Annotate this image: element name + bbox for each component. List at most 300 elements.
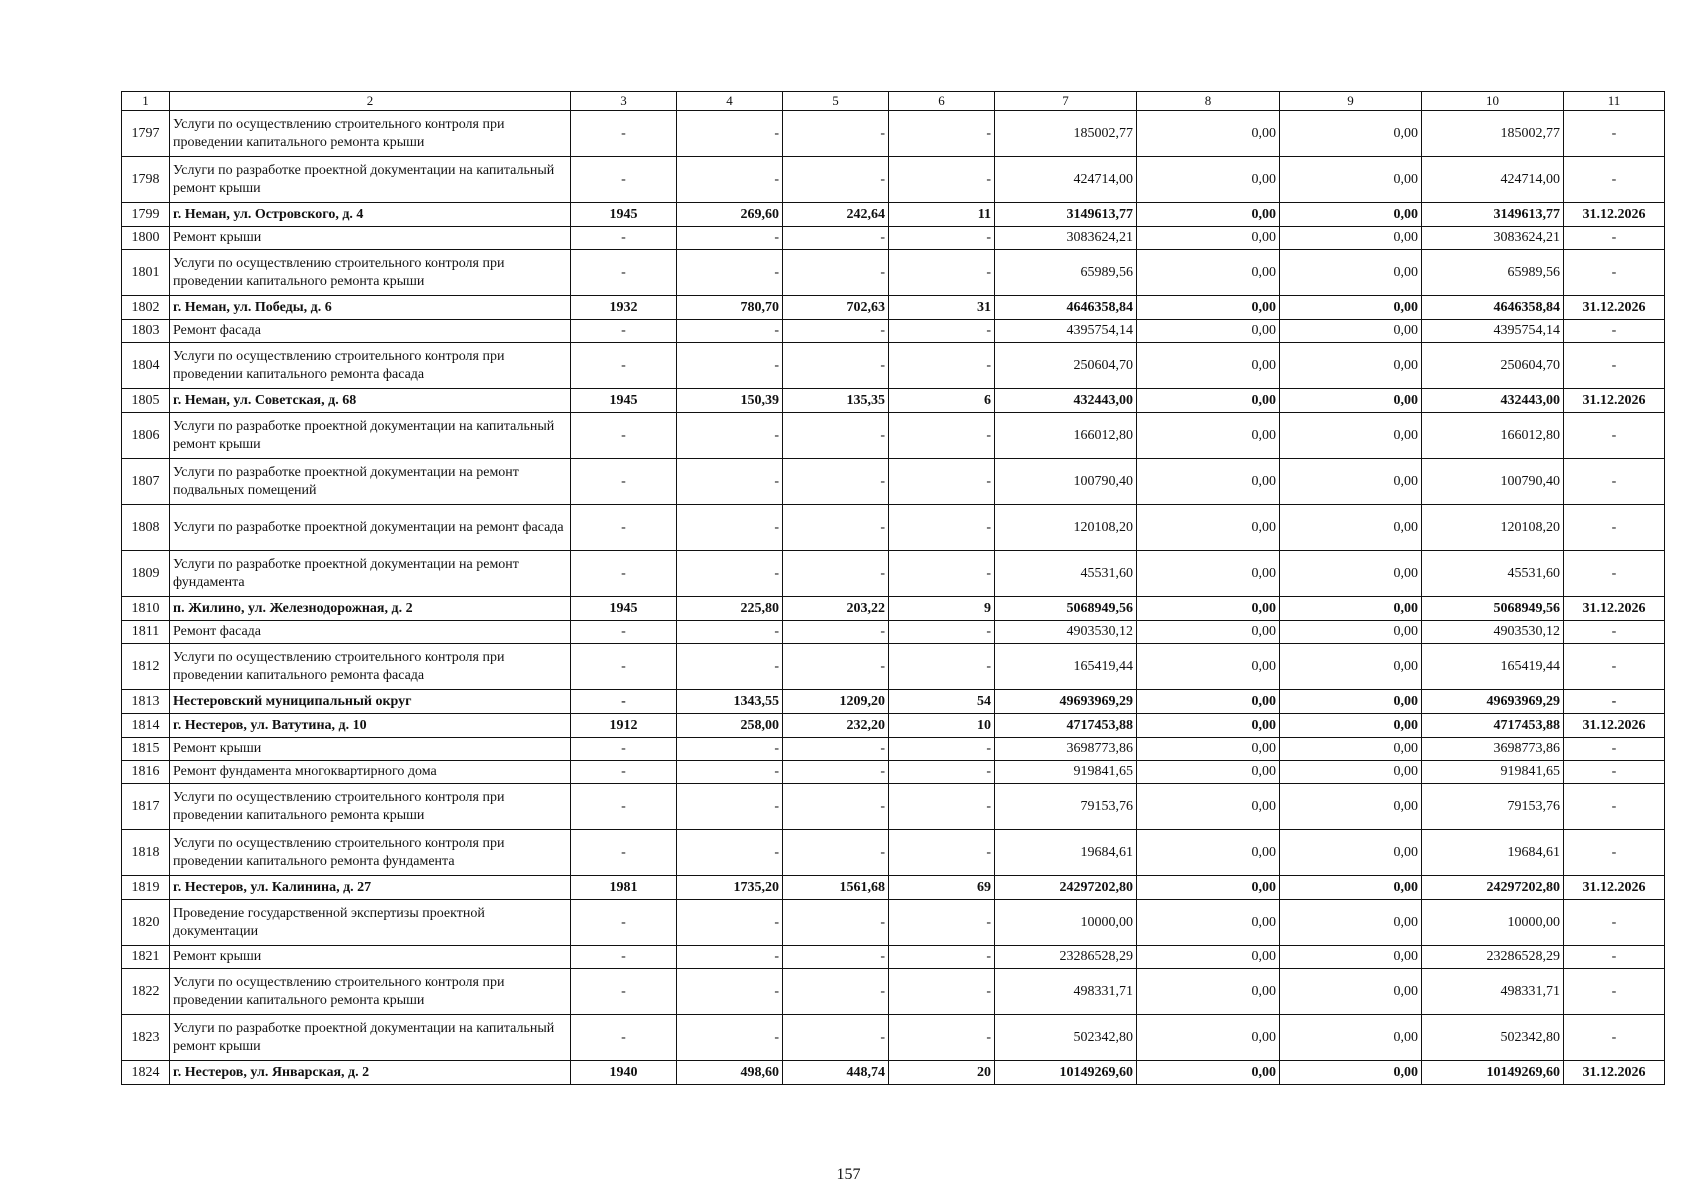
- cost-col9-cell: 0,00: [1280, 1061, 1422, 1085]
- cost-col8-cell: 0,00: [1137, 738, 1280, 761]
- total-cost-cell: 165419,44: [995, 644, 1137, 690]
- cost-col9-cell: 0,00: [1280, 203, 1422, 227]
- cost-col9-cell: 0,00: [1280, 505, 1422, 551]
- year-cell: -: [571, 738, 677, 761]
- living-area-cell: 1209,20: [783, 690, 889, 714]
- row-number-cell: 1810: [122, 597, 170, 621]
- living-area-cell: -: [783, 761, 889, 784]
- table-row: [122, 227, 1665, 250]
- total-cost-cell: 4395754,14: [995, 320, 1137, 343]
- row-number-cell: 1800: [122, 227, 170, 250]
- total-area-cell: 1343,55: [677, 690, 783, 714]
- residents-count-cell: 10: [889, 714, 995, 738]
- cost-col8-cell: 0,00: [1137, 551, 1280, 597]
- living-area-cell: 242,64: [783, 203, 889, 227]
- total-area-cell: -: [677, 111, 783, 157]
- table-row: [122, 157, 1665, 203]
- column-header: 9: [1280, 92, 1422, 111]
- total-area-cell: 1735,20: [677, 876, 783, 900]
- column-header: 4: [677, 92, 783, 111]
- table-row: [122, 111, 1665, 157]
- row-number-cell: 1824: [122, 1061, 170, 1085]
- cost-col8-cell: 0,00: [1137, 597, 1280, 621]
- total-area-cell: -: [677, 761, 783, 784]
- cost-col9-cell: 0,00: [1280, 830, 1422, 876]
- total-cost-cell: 100790,40: [995, 459, 1137, 505]
- cost-col9-cell: 0,00: [1280, 389, 1422, 413]
- cost-col8-cell: 0,00: [1137, 761, 1280, 784]
- row-number-cell: 1803: [122, 320, 170, 343]
- table-row: [122, 505, 1665, 551]
- row-number-cell: 1801: [122, 250, 170, 296]
- total-area-cell: -: [677, 900, 783, 946]
- cost-col10-cell: 4395754,14: [1422, 320, 1564, 343]
- year-cell: -: [571, 644, 677, 690]
- year-cell: -: [571, 946, 677, 969]
- total-cost-cell: 24297202,80: [995, 876, 1137, 900]
- table-row: [122, 1061, 1665, 1085]
- work-name-cell: г. Нестеров, ул. Ватутина, д. 10: [170, 714, 571, 738]
- work-name-cell: Проведение государственной экспертизы проектной документации: [170, 900, 571, 946]
- row-number-cell: 1814: [122, 714, 170, 738]
- table-row: [122, 900, 1665, 946]
- total-cost-cell: 185002,77: [995, 111, 1137, 157]
- deadline-cell: -: [1564, 551, 1665, 597]
- work-name-cell: Нестеровский муниципальный округ: [170, 690, 571, 714]
- column-header: 1: [122, 92, 170, 111]
- living-area-cell: -: [783, 343, 889, 389]
- cost-col9-cell: 0,00: [1280, 714, 1422, 738]
- cost-col8-cell: 0,00: [1137, 227, 1280, 250]
- page-number: 157: [836, 1166, 861, 1183]
- work-name-cell: Ремонт крыши: [170, 738, 571, 761]
- residents-count-cell: -: [889, 250, 995, 296]
- cost-col8-cell: 0,00: [1137, 389, 1280, 413]
- column-header: 8: [1137, 92, 1280, 111]
- residents-count-cell: -: [889, 157, 995, 203]
- year-cell: -: [571, 157, 677, 203]
- cost-col10-cell: 502342,80: [1422, 1015, 1564, 1061]
- residents-count-cell: 31: [889, 296, 995, 320]
- total-cost-cell: 4903530,12: [995, 621, 1137, 644]
- deadline-cell: 31.12.2026: [1564, 389, 1665, 413]
- deadline-cell: -: [1564, 621, 1665, 644]
- cost-col9-cell: 0,00: [1280, 551, 1422, 597]
- deadline-cell: 31.12.2026: [1564, 876, 1665, 900]
- total-cost-cell: 4646358,84: [995, 296, 1137, 320]
- cost-col10-cell: 5068949,56: [1422, 597, 1564, 621]
- total-cost-cell: 166012,80: [995, 413, 1137, 459]
- deadline-cell: -: [1564, 784, 1665, 830]
- total-cost-cell: 3149613,77: [995, 203, 1137, 227]
- cost-col10-cell: 65989,56: [1422, 250, 1564, 296]
- row-number-cell: 1823: [122, 1015, 170, 1061]
- residents-count-cell: -: [889, 644, 995, 690]
- residents-count-cell: -: [889, 761, 995, 784]
- work-name-cell: г. Неман, ул. Островского, д. 4: [170, 203, 571, 227]
- living-area-cell: 448,74: [783, 1061, 889, 1085]
- row-number-cell: 1820: [122, 900, 170, 946]
- deadline-cell: -: [1564, 946, 1665, 969]
- total-cost-cell: 250604,70: [995, 343, 1137, 389]
- total-cost-cell: 502342,80: [995, 1015, 1137, 1061]
- row-number-cell: 1812: [122, 644, 170, 690]
- work-name-cell: Услуги по разработке проектной документации на капитальный ремонт крыши: [170, 157, 571, 203]
- cost-col10-cell: 10000,00: [1422, 900, 1564, 946]
- cost-col10-cell: 4717453,88: [1422, 714, 1564, 738]
- table-row: [122, 784, 1665, 830]
- row-number-cell: 1821: [122, 946, 170, 969]
- residents-count-cell: 20: [889, 1061, 995, 1085]
- total-cost-cell: 10149269,60: [995, 1061, 1137, 1085]
- residents-count-cell: 6: [889, 389, 995, 413]
- total-area-cell: -: [677, 227, 783, 250]
- deadline-cell: -: [1564, 413, 1665, 459]
- total-area-cell: 269,60: [677, 203, 783, 227]
- cost-col10-cell: 185002,77: [1422, 111, 1564, 157]
- total-area-cell: -: [677, 320, 783, 343]
- residents-count-cell: 9: [889, 597, 995, 621]
- total-area-cell: 498,60: [677, 1061, 783, 1085]
- deadline-cell: -: [1564, 227, 1665, 250]
- cost-col9-cell: 0,00: [1280, 969, 1422, 1015]
- living-area-cell: -: [783, 621, 889, 644]
- cost-col9-cell: 0,00: [1280, 227, 1422, 250]
- cost-col8-cell: 0,00: [1137, 644, 1280, 690]
- cost-col10-cell: 19684,61: [1422, 830, 1564, 876]
- work-name-cell: Услуги по осуществлению строительного контроля при проведении капитального ремонта крыши: [170, 784, 571, 830]
- cost-col9-cell: 0,00: [1280, 946, 1422, 969]
- cost-col10-cell: 79153,76: [1422, 784, 1564, 830]
- deadline-cell: -: [1564, 644, 1665, 690]
- deadline-cell: 31.12.2026: [1564, 1061, 1665, 1085]
- living-area-cell: -: [783, 551, 889, 597]
- table-row: [122, 413, 1665, 459]
- cost-col9-cell: 0,00: [1280, 413, 1422, 459]
- cost-col9-cell: 0,00: [1280, 459, 1422, 505]
- cost-col8-cell: 0,00: [1137, 203, 1280, 227]
- cost-col8-cell: 0,00: [1137, 621, 1280, 644]
- living-area-cell: -: [783, 969, 889, 1015]
- living-area-cell: -: [783, 784, 889, 830]
- table-row: [122, 1015, 1665, 1061]
- table-row: [122, 296, 1665, 320]
- cost-col10-cell: 3698773,86: [1422, 738, 1564, 761]
- year-cell: -: [571, 505, 677, 551]
- deadline-cell: 31.12.2026: [1564, 597, 1665, 621]
- living-area-cell: 135,35: [783, 389, 889, 413]
- residents-count-cell: -: [889, 784, 995, 830]
- cost-col8-cell: 0,00: [1137, 505, 1280, 551]
- column-header: 10: [1422, 92, 1564, 111]
- total-cost-cell: 498331,71: [995, 969, 1137, 1015]
- cost-col8-cell: 0,00: [1137, 1061, 1280, 1085]
- total-area-cell: 225,80: [677, 597, 783, 621]
- row-number-cell: 1797: [122, 111, 170, 157]
- work-name-cell: Ремонт фасада: [170, 320, 571, 343]
- deadline-cell: 31.12.2026: [1564, 203, 1665, 227]
- living-area-cell: 702,63: [783, 296, 889, 320]
- cost-col8-cell: 0,00: [1137, 876, 1280, 900]
- year-cell: 1981: [571, 876, 677, 900]
- living-area-cell: -: [783, 320, 889, 343]
- living-area-cell: 232,20: [783, 714, 889, 738]
- living-area-cell: -: [783, 900, 889, 946]
- column-header: 2: [170, 92, 571, 111]
- living-area-cell: -: [783, 830, 889, 876]
- cost-col10-cell: 120108,20: [1422, 505, 1564, 551]
- total-cost-cell: 424714,00: [995, 157, 1137, 203]
- column-header: 6: [889, 92, 995, 111]
- living-area-cell: -: [783, 111, 889, 157]
- work-name-cell: Услуги по осуществлению строительного контроля при проведении капитального ремонта фасада: [170, 644, 571, 690]
- row-number-cell: 1822: [122, 969, 170, 1015]
- cost-col10-cell: 166012,80: [1422, 413, 1564, 459]
- deadline-cell: -: [1564, 250, 1665, 296]
- residents-count-cell: -: [889, 320, 995, 343]
- total-cost-cell: 79153,76: [995, 784, 1137, 830]
- total-area-cell: -: [677, 551, 783, 597]
- deadline-cell: -: [1564, 969, 1665, 1015]
- row-number-cell: 1804: [122, 343, 170, 389]
- row-number-cell: 1811: [122, 621, 170, 644]
- cost-col8-cell: 0,00: [1137, 830, 1280, 876]
- year-cell: -: [571, 250, 677, 296]
- work-name-cell: Услуги по осуществлению строительного контроля при проведении капитального ремонта фасада: [170, 343, 571, 389]
- residents-count-cell: -: [889, 227, 995, 250]
- residents-count-cell: -: [889, 505, 995, 551]
- total-cost-cell: 49693969,29: [995, 690, 1137, 714]
- year-cell: -: [571, 969, 677, 1015]
- year-cell: -: [571, 690, 677, 714]
- cost-col9-cell: 0,00: [1280, 876, 1422, 900]
- year-cell: -: [571, 111, 677, 157]
- work-name-cell: Услуги по осуществлению строительного контроля при проведении капитального ремонта крыши: [170, 250, 571, 296]
- total-cost-cell: 3698773,86: [995, 738, 1137, 761]
- cost-col9-cell: 0,00: [1280, 900, 1422, 946]
- table-row: [122, 690, 1665, 714]
- living-area-cell: 1561,68: [783, 876, 889, 900]
- table-row: [122, 250, 1665, 296]
- column-header: 11: [1564, 92, 1665, 111]
- deadline-cell: -: [1564, 690, 1665, 714]
- deadline-cell: -: [1564, 761, 1665, 784]
- cost-col9-cell: 0,00: [1280, 1015, 1422, 1061]
- cost-col8-cell: 0,00: [1137, 714, 1280, 738]
- row-number-cell: 1817: [122, 784, 170, 830]
- cost-col10-cell: 100790,40: [1422, 459, 1564, 505]
- year-cell: 1912: [571, 714, 677, 738]
- work-name-cell: Услуги по разработке проектной документации на ремонт подвальных помещений: [170, 459, 571, 505]
- work-name-cell: г. Неман, ул. Советская, д. 68: [170, 389, 571, 413]
- cost-col9-cell: 0,00: [1280, 343, 1422, 389]
- table-row: [122, 597, 1665, 621]
- table-row: [122, 320, 1665, 343]
- table-row: [122, 876, 1665, 900]
- cost-col9-cell: 0,00: [1280, 250, 1422, 296]
- residents-count-cell: 54: [889, 690, 995, 714]
- total-cost-cell: 3083624,21: [995, 227, 1137, 250]
- year-cell: -: [571, 227, 677, 250]
- data-table: [121, 91, 1665, 1085]
- year-cell: -: [571, 1015, 677, 1061]
- living-area-cell: -: [783, 227, 889, 250]
- column-header: 3: [571, 92, 677, 111]
- work-name-cell: Услуги по разработке проектной документации на ремонт фасада: [170, 505, 571, 551]
- total-area-cell: 258,00: [677, 714, 783, 738]
- total-area-cell: -: [677, 1015, 783, 1061]
- cost-col9-cell: 0,00: [1280, 784, 1422, 830]
- cost-col8-cell: 0,00: [1137, 413, 1280, 459]
- table-row: [122, 761, 1665, 784]
- deadline-cell: 31.12.2026: [1564, 714, 1665, 738]
- cost-col10-cell: 10149269,60: [1422, 1061, 1564, 1085]
- year-cell: 1945: [571, 389, 677, 413]
- table-row: [122, 621, 1665, 644]
- living-area-cell: -: [783, 413, 889, 459]
- deadline-cell: -: [1564, 157, 1665, 203]
- row-number-cell: 1815: [122, 738, 170, 761]
- row-number-cell: 1799: [122, 203, 170, 227]
- total-cost-cell: 19684,61: [995, 830, 1137, 876]
- row-number-cell: 1819: [122, 876, 170, 900]
- residents-count-cell: -: [889, 1015, 995, 1061]
- total-area-cell: -: [677, 969, 783, 1015]
- table-row: [122, 644, 1665, 690]
- cost-col9-cell: 0,00: [1280, 320, 1422, 343]
- cost-col10-cell: 45531,60: [1422, 551, 1564, 597]
- residents-count-cell: -: [889, 551, 995, 597]
- residents-count-cell: 11: [889, 203, 995, 227]
- work-name-cell: г. Неман, ул. Победы, д. 6: [170, 296, 571, 320]
- year-cell: 1932: [571, 296, 677, 320]
- column-header: 5: [783, 92, 889, 111]
- column-header: 7: [995, 92, 1137, 111]
- column-number-header-row: [122, 92, 1665, 111]
- deadline-cell: -: [1564, 111, 1665, 157]
- total-cost-cell: 45531,60: [995, 551, 1137, 597]
- cost-col10-cell: 4903530,12: [1422, 621, 1564, 644]
- residents-count-cell: -: [889, 413, 995, 459]
- cost-col10-cell: 4646358,84: [1422, 296, 1564, 320]
- table-row: [122, 389, 1665, 413]
- deadline-cell: -: [1564, 1015, 1665, 1061]
- cost-col10-cell: 24297202,80: [1422, 876, 1564, 900]
- work-name-cell: п. Жилино, ул. Железнодорожная, д. 2: [170, 597, 571, 621]
- cost-col8-cell: 0,00: [1137, 157, 1280, 203]
- cost-col10-cell: 432443,00: [1422, 389, 1564, 413]
- row-number-cell: 1816: [122, 761, 170, 784]
- cost-col8-cell: 0,00: [1137, 946, 1280, 969]
- year-cell: 1940: [571, 1061, 677, 1085]
- year-cell: 1945: [571, 597, 677, 621]
- year-cell: -: [571, 551, 677, 597]
- year-cell: -: [571, 320, 677, 343]
- table-row: [122, 714, 1665, 738]
- residents-count-cell: -: [889, 900, 995, 946]
- table-row: [122, 830, 1665, 876]
- cost-col8-cell: 0,00: [1137, 320, 1280, 343]
- total-area-cell: -: [677, 505, 783, 551]
- total-area-cell: -: [677, 830, 783, 876]
- living-area-cell: -: [783, 946, 889, 969]
- year-cell: -: [571, 459, 677, 505]
- row-number-cell: 1818: [122, 830, 170, 876]
- total-area-cell: -: [677, 250, 783, 296]
- deadline-cell: -: [1564, 738, 1665, 761]
- total-area-cell: -: [677, 157, 783, 203]
- cost-col10-cell: 498331,71: [1422, 969, 1564, 1015]
- living-area-cell: -: [783, 644, 889, 690]
- total-area-cell: -: [677, 459, 783, 505]
- residents-count-cell: -: [889, 111, 995, 157]
- table-row: [122, 738, 1665, 761]
- cost-col9-cell: 0,00: [1280, 761, 1422, 784]
- living-area-cell: -: [783, 505, 889, 551]
- deadline-cell: -: [1564, 505, 1665, 551]
- living-area-cell: -: [783, 738, 889, 761]
- total-cost-cell: 120108,20: [995, 505, 1137, 551]
- cost-col8-cell: 0,00: [1137, 111, 1280, 157]
- total-cost-cell: 65989,56: [995, 250, 1137, 296]
- year-cell: -: [571, 900, 677, 946]
- cost-col10-cell: 3149613,77: [1422, 203, 1564, 227]
- work-name-cell: Услуги по разработке проектной документации на ремонт фундамента: [170, 551, 571, 597]
- cost-col9-cell: 0,00: [1280, 111, 1422, 157]
- row-number-cell: 1805: [122, 389, 170, 413]
- deadline-cell: -: [1564, 830, 1665, 876]
- cost-col9-cell: 0,00: [1280, 296, 1422, 320]
- cost-col9-cell: 0,00: [1280, 644, 1422, 690]
- living-area-cell: 203,22: [783, 597, 889, 621]
- total-area-cell: 780,70: [677, 296, 783, 320]
- deadline-cell: -: [1564, 900, 1665, 946]
- cost-col8-cell: 0,00: [1137, 343, 1280, 389]
- total-area-cell: -: [677, 946, 783, 969]
- deadline-cell: -: [1564, 459, 1665, 505]
- cost-col8-cell: 0,00: [1137, 296, 1280, 320]
- residents-count-cell: 69: [889, 876, 995, 900]
- table-row: [122, 203, 1665, 227]
- living-area-cell: -: [783, 250, 889, 296]
- residents-count-cell: -: [889, 946, 995, 969]
- total-cost-cell: 432443,00: [995, 389, 1137, 413]
- total-cost-cell: 5068949,56: [995, 597, 1137, 621]
- living-area-cell: -: [783, 157, 889, 203]
- work-name-cell: Ремонт фасада: [170, 621, 571, 644]
- residents-count-cell: -: [889, 621, 995, 644]
- work-name-cell: Услуги по осуществлению строительного контроля при проведении капитального ремонта фундамента: [170, 830, 571, 876]
- total-cost-cell: 23286528,29: [995, 946, 1137, 969]
- total-area-cell: -: [677, 343, 783, 389]
- total-area-cell: -: [677, 413, 783, 459]
- residents-count-cell: -: [889, 459, 995, 505]
- total-area-cell: -: [677, 738, 783, 761]
- table-row: [122, 551, 1665, 597]
- cost-col9-cell: 0,00: [1280, 597, 1422, 621]
- cost-col8-cell: 0,00: [1137, 690, 1280, 714]
- cost-col10-cell: 49693969,29: [1422, 690, 1564, 714]
- work-name-cell: г. Нестеров, ул. Калинина, д. 27: [170, 876, 571, 900]
- row-number-cell: 1806: [122, 413, 170, 459]
- cost-col8-cell: 0,00: [1137, 784, 1280, 830]
- table-row: [122, 459, 1665, 505]
- deadline-cell: 31.12.2026: [1564, 296, 1665, 320]
- row-number-cell: 1802: [122, 296, 170, 320]
- cost-col9-cell: 0,00: [1280, 157, 1422, 203]
- cost-col8-cell: 0,00: [1137, 900, 1280, 946]
- year-cell: -: [571, 830, 677, 876]
